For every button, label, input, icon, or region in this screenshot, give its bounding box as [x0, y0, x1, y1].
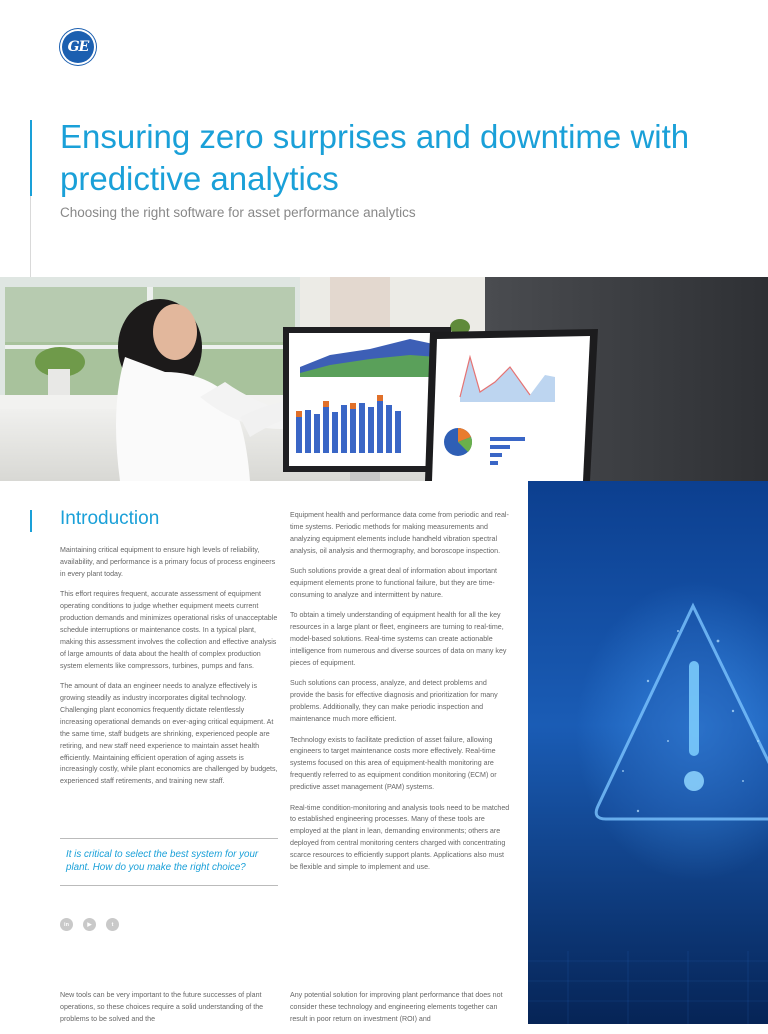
paragraph: This effort requires frequent, accurate assessment of equipment operating conditions to judge whether equipment meets current production demands and minimizes operational risks of unacceptable schedule interruptions or maintenance costs. In a typical plant, making this assessment involves the collection and effective analysis of large amounts of data about the health of complex production system elements like compressors, turbines, pumps and fans.	[60, 590, 278, 670]
bottom-text-2	[290, 990, 515, 1034]
youtube-label: ▶	[87, 921, 92, 928]
pull-quote-text: It is critical to select the best system for your plant. How do you make the right choice?	[66, 849, 259, 873]
logo-text: GE	[67, 39, 89, 55]
paragraph: Any potential solution for improving plant performance that does not consider these technology and engineering elements together can result in poor return on investment (ROI) and	[290, 991, 503, 1023]
youtube-icon[interactable]	[83, 918, 96, 931]
paragraph: Such solutions can process, analyze, and detect problems and provide the basis for effective diagnosis and prioritization for many problems. Additionally, they can make periodic inspection and maintenance much more efficient.	[290, 679, 498, 724]
paragraph: The amount of data an engineer needs to analyze effectively is growing steadily as industry incorporates digital technology. Challenging plant economics frequently dictate relentlessly increasing operational demands on ever-aging critical equipment. At the same time, staff budgets are shrinking, experienced people are retiring, and new staff need experience to maintain asset health efficiently. Maintaining efficient operation of aging assets is increasingly costly, while plant economics are challenged by budgets, experienced staff retirements, and training new staff.	[60, 682, 278, 786]
paragraph: Technology exists to facilitate prediction of asset failure, allowing engineers to target maintenance costs more effectively. Real-time systems focused on this area of equipment-health monitoring are frequently referred to as equipment condition monitoring (ECM) or predictive asset management (PAM) systems.	[290, 735, 497, 792]
intro-column-2	[290, 510, 510, 882]
linkedin-label: in	[64, 921, 69, 928]
linkedin-icon[interactable]	[60, 918, 73, 931]
intro-column-1	[60, 545, 278, 797]
twitter-icon[interactable]	[106, 918, 119, 931]
paragraph: Maintaining critical equipment to ensure high levels of reliability, availability, and performance is a primary focus of process engineers in every plant today.	[60, 546, 276, 578]
warning-panel-image	[528, 481, 768, 1024]
bottom-text-1	[60, 990, 270, 1034]
paragraph: Equipment health and performance data come from periodic and real-time systems. Periodic methods for making measurements and analyzing equipment elements include handheld vibration spectral analysis, oil analysis and thermography, and boroscope inspection.	[290, 511, 509, 555]
twitter-label: t	[111, 921, 114, 928]
hero-image	[0, 277, 768, 481]
page-subtitle: Choosing the right software for asset performance analytics	[60, 205, 416, 220]
intro-accent-bar	[30, 510, 32, 532]
page-title: Ensuring zero surprises and downtime with predictive analytics	[60, 118, 690, 197]
paragraph: Such solutions provide a great deal of information about important equipment elements prone to functional failure, but they are time-consuming to analyze and intermittent by nature.	[290, 567, 498, 599]
pull-quote	[60, 838, 278, 886]
ge-logo[interactable]	[60, 29, 96, 65]
paragraph: To obtain a timely understanding of equipment health for all the key resources in a large plant or fleet, engineers are turning to real-time, model-based solutions. Real-time systems can create actionable intelligence from numerous and diverse sources of data on many key pieces of equipment.	[290, 611, 507, 667]
paragraph: New tools can be very important to the future successes of plant operations, so these choices require a solid understanding of the problems to be solved and the	[60, 991, 264, 1023]
title-accent-bar	[30, 120, 32, 196]
paragraph: Real-time condition-monitoring and analysis tools need to be matched to established engineering processes. Many of these tools are employed at the plant in lean, demanding environments; others are deployed from central monitoring centers charged with concentrating scarce resources to efficiently support plants. Applications also must be flexible and simple to implement and use.	[290, 803, 510, 872]
intro-heading: Introduction	[60, 508, 160, 529]
